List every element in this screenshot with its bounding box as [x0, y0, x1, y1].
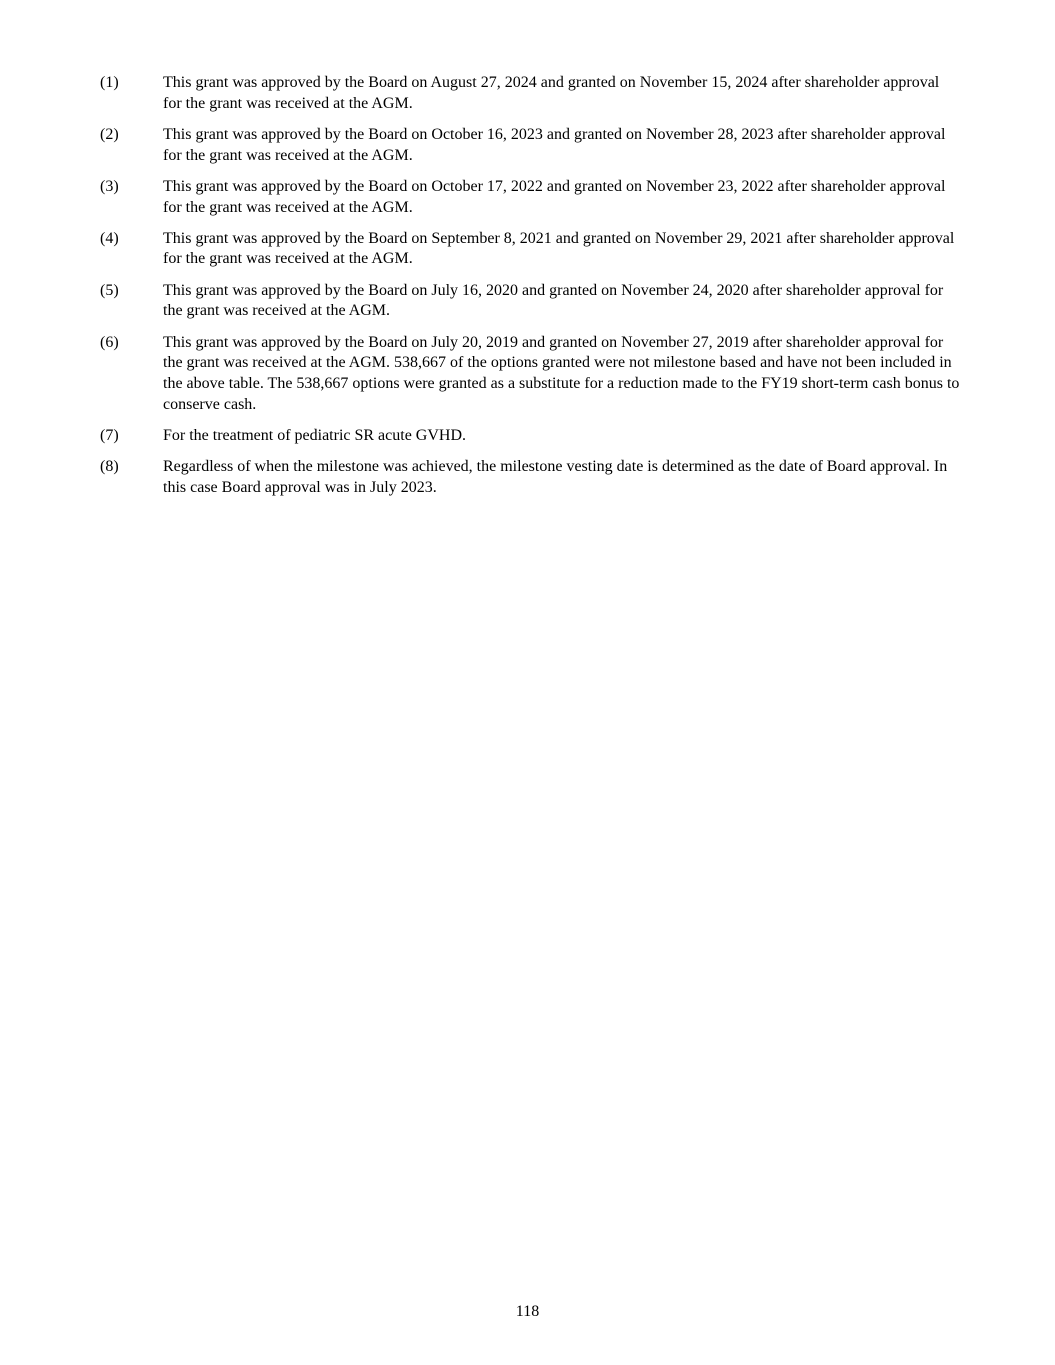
footnote-3	[100, 177, 960, 218]
footnote-text: This grant was approved by the Board on August 27, 2024 and granted on November 15, 2024 after shareholder approval for the grant was received at the AGM.	[163, 74, 940, 112]
footnote-7	[100, 426, 960, 447]
footnote-marker: (3)	[100, 177, 119, 195]
footnote-text: This grant was approved by the Board on September 8, 2021 and granted on November 29, 2021 after shareholder approval for the grant was received at the AGM.	[163, 229, 955, 268]
footnote-2	[100, 125, 960, 166]
footnote-marker: (8)	[100, 458, 119, 476]
footnote-6	[100, 333, 960, 416]
page-number: 118	[515, 1303, 540, 1320]
footnote-text: This grant was approved by the Board on July 16, 2020 and granted on November 24, 2020 after shareholder approval for the grant was received at the AGM.	[163, 281, 944, 320]
footnote-text: This grant was approved by the Board on October 17, 2022 and granted on November 23, 2022 after shareholder approval for the grant was received at the AGM.	[163, 177, 946, 216]
footnote-marker: (2)	[100, 125, 119, 143]
footnote-text: This grant was approved by the Board on October 16, 2023 and granted on November 28, 2023 after shareholder approval for the grant was received at the AGM.	[163, 125, 946, 164]
footnote-marker: (4)	[100, 229, 119, 247]
footnote-1	[100, 73, 960, 114]
footnote-text: For the treatment of pediatric SR acute GVHD.	[163, 426, 467, 444]
footnote-marker: (1)	[100, 74, 119, 91]
footnote-text: This grant was approved by the Board on July 20, 2019 and granted on November 27, 2019 after shareholder approval for the grant was received at the AGM. 538,667 of the options granted were not milestone based and have not been included in the above table. The 538,667 options were granted as a substitute for a reduction made to the FY19 short-term cash bonus to conserve cash.	[163, 333, 960, 413]
footnote-4	[100, 229, 960, 270]
footnote-8	[100, 457, 960, 498]
footnote-marker: (5)	[100, 281, 119, 299]
footnotes-list	[100, 73, 960, 509]
footnote-marker: (7)	[100, 426, 119, 444]
footnote-text: Regardless of when the milestone was achieved, the milestone vesting date is determined as the date of Board approval. In this case Board approval was in July 2023.	[163, 458, 948, 496]
footnote-5	[100, 281, 960, 322]
footnote-marker: (6)	[100, 333, 119, 351]
